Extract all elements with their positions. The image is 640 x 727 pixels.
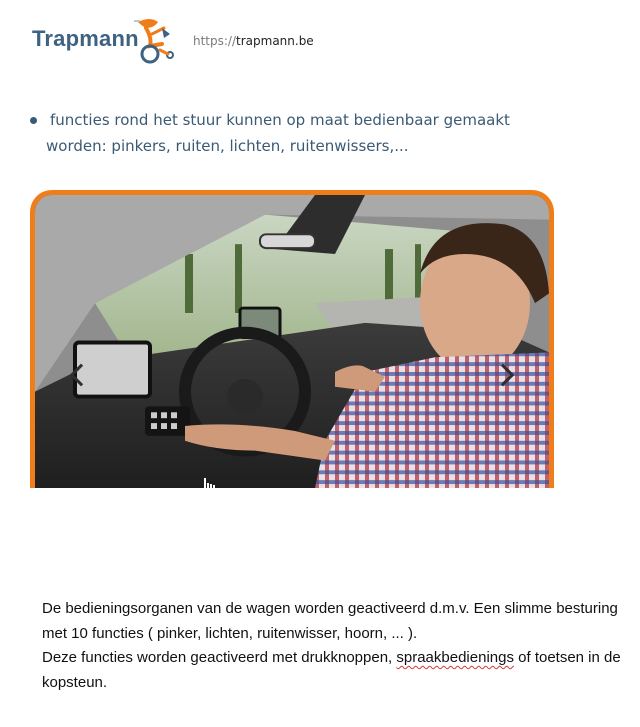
feature-bullet [30,107,550,159]
image-carousel[interactable] [30,190,554,488]
description-text-part: Deze functies worden geactiveerd met drukknoppen, [42,649,397,666]
hand-cursor-icon [203,478,215,492]
chevron-left-icon [70,364,93,387]
site-header [0,0,640,80]
description-line-2 [42,646,632,695]
description-text-part: of toetsen in de kopsteun. [42,649,621,691]
description-line-1: De bedieningsorganen van de wagen worden geactiveerd d.m.v. Een slimme besturing met 10 functies ( pinker, lichten, ruitenwisser, hoorn, ... ). [42,600,618,642]
carousel-next-button[interactable] [491,355,521,395]
chevron-right-icon [492,364,515,387]
logo-text: Trapmann [32,26,139,51]
carousel-prev-button[interactable] [63,355,93,395]
bullet-dot [30,117,37,124]
url-scheme: https:// [193,34,237,48]
trapmann-logo[interactable] [32,14,182,66]
wheelchair-logo-icon [132,14,180,64]
page-url[interactable] [193,34,314,48]
car-interior-photo [35,195,549,488]
misspelled-word[interactable]: spraakbedienings [396,649,514,666]
description-text [42,597,632,695]
url-host: trapmann.be [236,34,314,48]
bullet-text: functies rond het stuur kunnen op maat bedienbaar gemaakt worden: pinkers, ruiten, lichten, ruitenwissers,... [46,111,510,155]
